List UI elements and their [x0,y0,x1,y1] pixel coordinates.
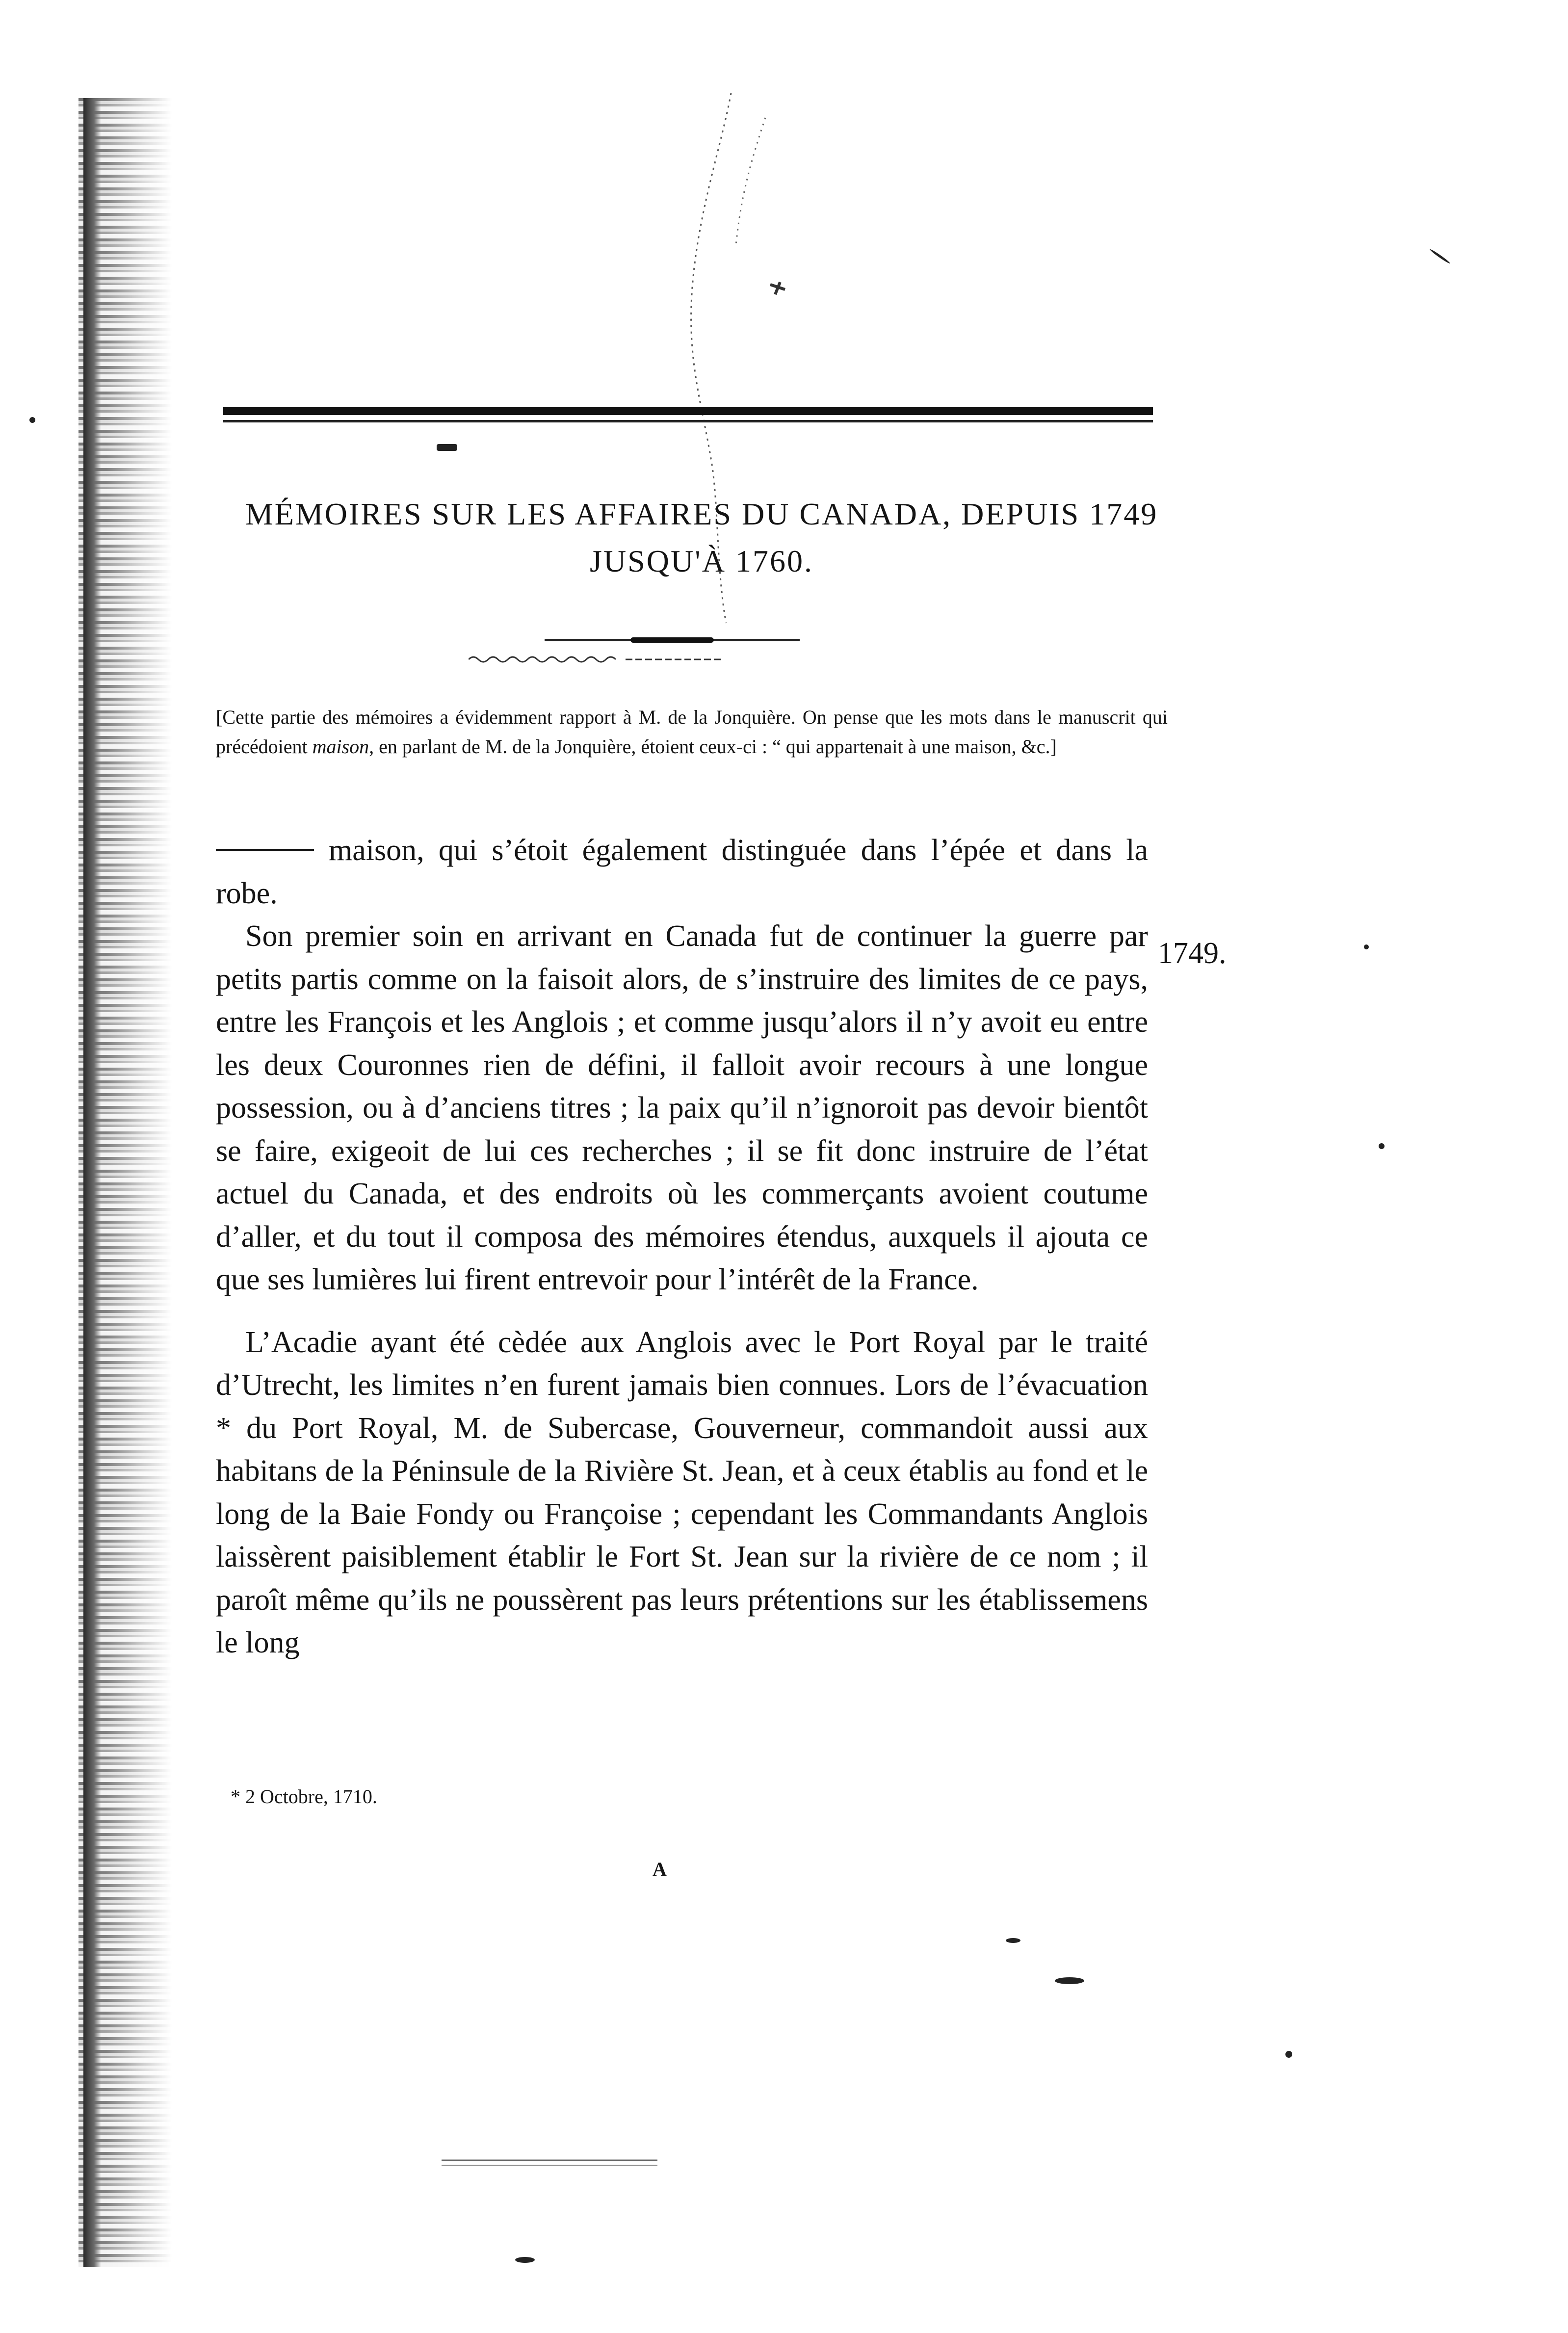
ink-speck [515,2257,535,2263]
margin-year: 1749. [1158,937,1227,970]
ink-speck [1285,2051,1292,2058]
ink-speck [1055,1977,1084,1984]
paragraph-1-text: maison, qui s’étoit également distinguée dans l’épée et dans la robe. [216,834,1148,910]
ink-speck [437,444,457,451]
signature-mark: A [653,1858,667,1880]
page-title [196,491,1207,585]
body-text [216,829,1148,1665]
binding-edge [83,98,101,2267]
ink-speck [1006,1938,1020,1943]
paragraph-3: L’Acadie ayant été cèdée aux Anglois avec le Port Royal par le traité d’Utrecht, les limites n’en furent jamais bien connues. Lors de l’évacuation * du Port Royal, M. de Subercase, Gouverneur, commandoit aussi aux habitans de la Péninsule de la Rivière St. Jean, et à ceux établis au fond et le long de la Baie Fondy ou Françoise ; cependant les Commandants Anglois laissèrent paisiblement établir le Fort St. Jean sur la rivière de ce nom ; il paroît même qu’ils ne poussèrent pas leurs prétentions sur les établissemens le long [216,1325,1148,1659]
note-italic: maison [312,735,369,758]
bottom-faint-rules [442,2156,657,2171]
ink-speck [1364,944,1369,949]
paragraph-1 [216,829,1148,915]
wavy-rule [469,654,724,663]
editorial-note [216,703,1168,761]
ink-speck [29,417,35,423]
ink-speck [1379,1143,1385,1149]
title-line-2: JUSQU'À 1760. [590,544,813,578]
title-rule [545,639,800,641]
top-rule-thick [223,407,1153,415]
paragraph-2: Son premier soin en arrivant en Canada fut de continuer la guerre par petits partis comme on la faisoit alors, de s’instruire des limites de ce pays, entre les François et les Anglois ; et comme jusqu’alors il n’y avoit eu entre les deux Couronnes rien de défini, il falloit avoir recours à une longue possession, ou à d’anciens titres ; la paix qu’il n’ignoroit pas devoir bientôt se faire, exigeoit de lui ces recherches ; il se fit donc instruire de l’état actuel du Canada, et des endroits où les commerçants avoient coutume d’aller, et du tout il composa des mémoires étendus, auxquels il ajouta ce que ses lumières lui firent entrevoir pour l’intérêt de la France. [216,919,1148,1296]
footnote: * 2 Octobre, 1710. [231,1785,377,1808]
top-rule-thin [223,420,1153,422]
ink-speck [1429,248,1451,264]
note-text-1: [Cette partie des mémoires a évidemment rapport à M. de la Jonquière. On pense que les mots dans le manuscrit qui précédoient [216,706,1168,758]
em-dash-rule [216,849,314,851]
title-line-1: MÉMOIRES SUR LES AFFAIRES DU CANADA, DEPUIS 1749 [245,497,1158,531]
note-text-2: , en parlant de M. de la Jonquière, étoient ceux-ci : “ qui appartenait à une maison, &c.] [369,735,1057,758]
